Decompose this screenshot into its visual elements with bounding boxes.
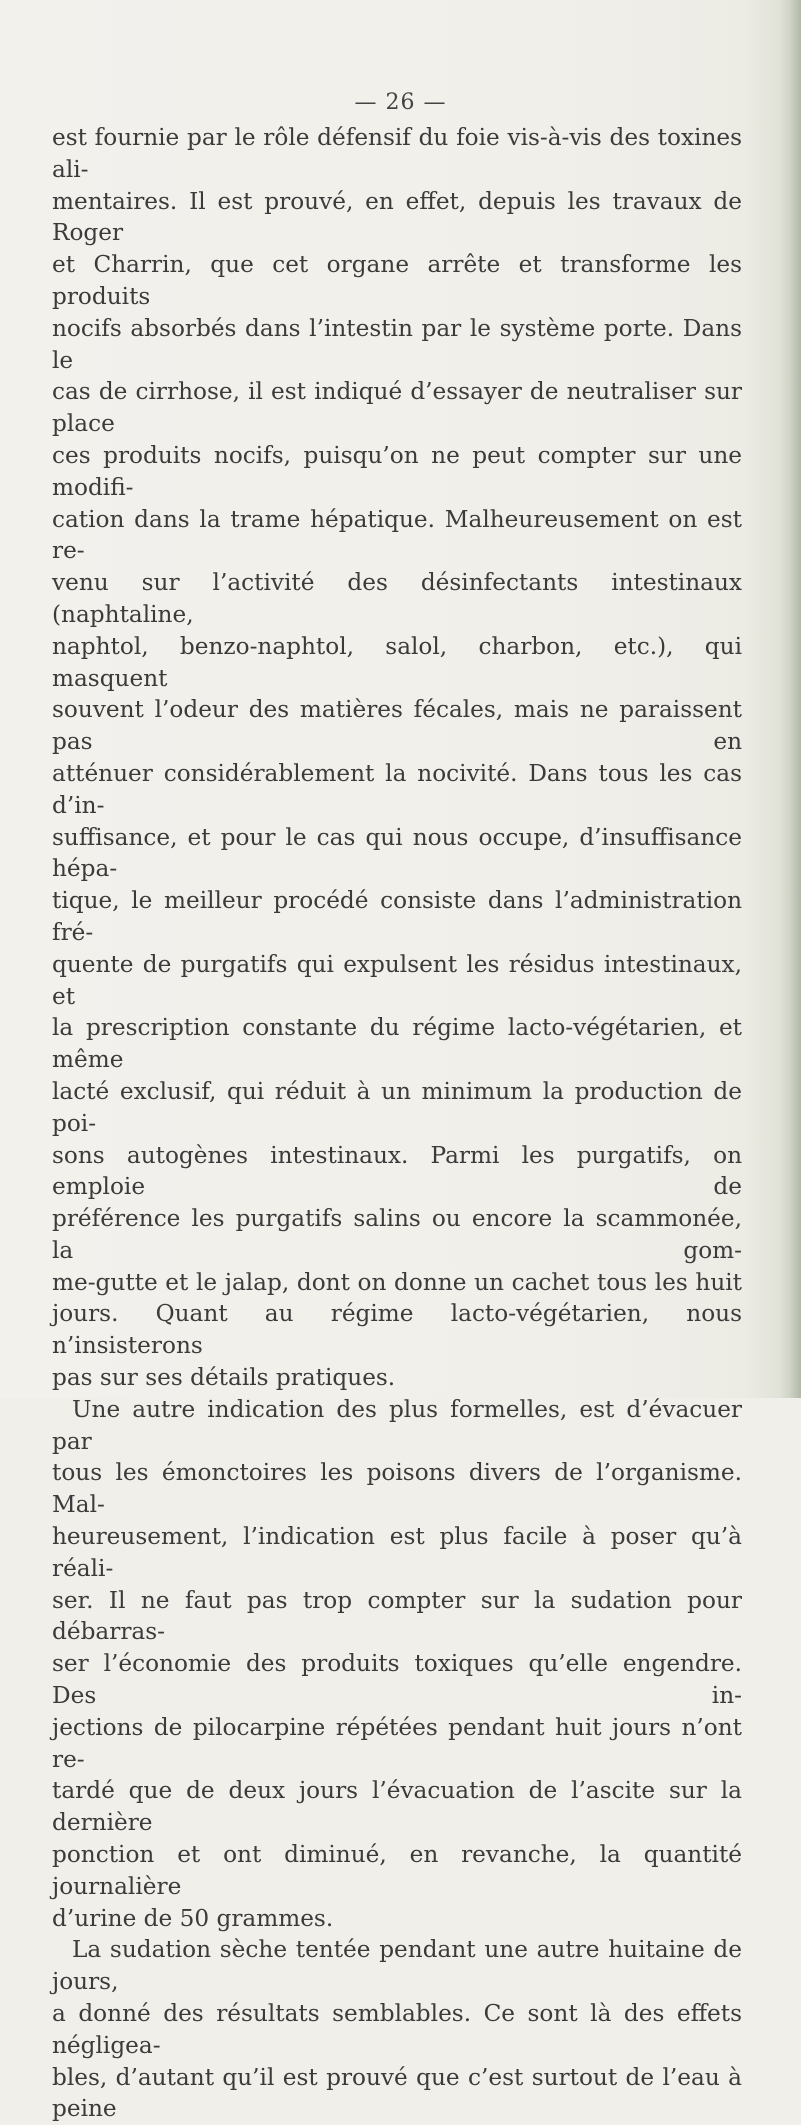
text-line: ser l’économie des produits toxiques qu’elle engendre. Des in- — [52, 1650, 742, 1710]
text-line: tous les émonctoires les poisons divers de l’organisme. Mal- — [52, 1459, 742, 1519]
text-line: d’urine de 50 grammes. — [52, 1904, 334, 1932]
text-line: naphtol, benzo-naphtol, salol, charbon, etc.), qui masquent — [52, 632, 742, 692]
text-line: pas sur ses détails pratiques. — [52, 1364, 396, 1392]
text-line: lacté exclusif, qui réduit à un minimum la production de poi- — [52, 1077, 742, 1137]
text-line: ser. Il ne faut pas trop compter sur la sudation pour débarras- — [52, 1586, 742, 1646]
text-line: est fournie par le rôle défensif du foie vis-à-vis des toxines ali- — [52, 124, 742, 183]
text-line: préférence les purgatifs salins ou encore la scammonée, la gom- — [52, 1205, 742, 1264]
text-line: tardé que de deux jours l’évacuation de l’ascite sur la dernière — [52, 1777, 742, 1837]
text-line: la prescription constante du régime lacto-végétarien, et même — [52, 1014, 742, 1074]
text-line: La sudation sèche tentée pendant une autre huitaine de jours, — [52, 1936, 742, 1996]
text-line: cation dans la trame hépatique. Malheureusement on est re- — [52, 505, 742, 565]
text-line: mentaires. Il est prouvé, en effet, depuis les travaux de Roger — [52, 187, 742, 247]
text-line: quente de purgatifs qui expulsent les résidus intestinaux, et — [52, 950, 742, 1010]
text-line: suffisance, et pour le cas qui nous occupe, d’insuffisance hépa- — [52, 823, 742, 883]
text-line: sons autogènes intestinaux. Parmi les purgatifs, on emploie de — [52, 1141, 742, 1201]
text-line: et Charrin, que cet organe arrête et transforme les produits — [52, 251, 742, 310]
text-line: souvent l’odeur des matières fécales, mais ne paraissent pas en — [52, 696, 742, 756]
text-line: ponction et ont diminué, en revanche, la quantité journalière — [52, 1841, 742, 1900]
page-number-header: — 26 — — [354, 90, 447, 115]
text-line: jours. Quant au régime lacto-végétarien, nous n’insisterons — [52, 1300, 742, 1360]
text-line: heureusement, l’indication est plus facile à poser qu’à réali- — [52, 1523, 742, 1582]
text-line: ces produits nocifs, puisqu’on ne peut compter sur une modifi- — [52, 441, 742, 501]
text-line: jections de pilocarpine répétées pendant huit jours n’ont re- — [52, 1713, 742, 1773]
text-line-indented — [52, 1394, 742, 1458]
text-line: bles, d’autant qu’il est prouvé que c’est surtout de l’eau à peine — [52, 2063, 742, 2123]
text-line: Une autre indication des plus formelles, est d’évacuer par — [52, 1395, 742, 1455]
page-edge-shadow — [779, 0, 801, 1398]
text-line: tique, le meilleur procédé consiste dans l’administration fré- — [52, 887, 742, 946]
text-line: atténuer considérablement la nocivité. Dans tous les cas d’in- — [52, 759, 742, 819]
text-line: a donné des résultats semblables. Ce sont là des effets négligea- — [52, 2000, 742, 2059]
body-text — [52, 122, 742, 2125]
text-line: me-gutte et le jalap, dont on donne un cachet tous les huit — [52, 1268, 742, 1296]
text-line-indented — [52, 1934, 742, 1998]
text-line: cas de cirrhose, il est indiqué d’essayer de neutraliser sur place — [52, 378, 742, 438]
text-line: venu sur l’activité des désinfectants intestinaux (naphtaline, — [52, 569, 742, 628]
text-line: nocifs absorbés dans l’intestin par le système porte. Dans le — [52, 314, 742, 374]
